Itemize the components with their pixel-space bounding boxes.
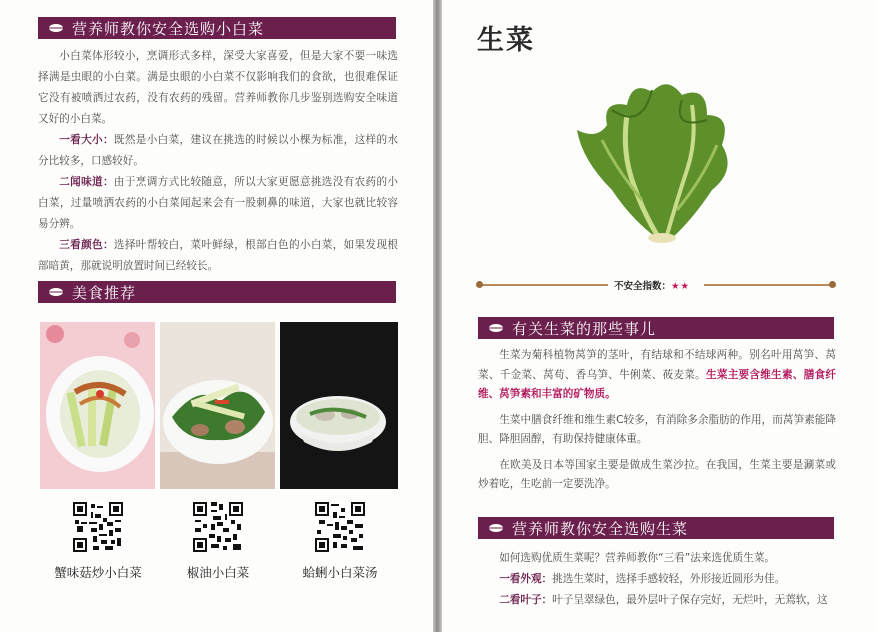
section-title: 美食推荐 [72, 283, 137, 302]
tip-key: 一看外观： [499, 573, 553, 585]
section-title: 营养师教你安全选购小白菜 [72, 19, 265, 38]
section-banner-select-lettuce [478, 517, 834, 539]
section-banner-about-lettuce [478, 317, 834, 339]
tip-appearance [478, 569, 836, 590]
qr-code-icon[interactable] [315, 502, 365, 552]
lettuce-image [572, 70, 742, 245]
bokchoy-text [38, 46, 398, 277]
star-rating-icon: ★★ [671, 281, 691, 292]
divider-left [480, 284, 608, 286]
unsafe-index-label: 不安全指数： [614, 281, 672, 292]
dish-name-3: 蛤蜊小白菜汤 [302, 565, 378, 580]
qr-code-icon[interactable] [193, 502, 243, 552]
tip-text: 既然是小白菜，建议在挑选的时候以小棵为标准，这样的水分比较多，口感较好。 [38, 134, 398, 167]
divider-dot [476, 281, 483, 288]
tip-text: 由于烹调方式比较随意，所以大家更愿意挑选没有农药的小白菜，过量喷洒农药的小白菜闻起来会有一股刺鼻的味道，大家也就比较容易分辨。 [38, 176, 398, 230]
highlight-text: 生菜主要含维生素、膳食纤维、莴笋素和丰富的矿物质。 [478, 368, 836, 400]
tip-text: 选择叶帮较白，菜叶鲜绿，根部白色的小白菜，如果发现根部暗黄，那就说明放置时间已经较长。 [38, 239, 398, 272]
tip-text: 挑选生菜时，选择手感较轻，外形接近圆形为佳。 [552, 573, 786, 585]
section-title: 有关生菜的那些事儿 [512, 319, 657, 338]
paragraph-text: 生菜为菊科植物莴笋的茎叶，有结球和不结球两种。别名叶用莴笋、莴菜、千金菜、莴苟、香乌笋、牛俐菜、莜麦菜。 [478, 349, 836, 381]
dish-photo-2 [160, 322, 275, 489]
leaf-icon [488, 523, 504, 533]
dish-name-1: 蟹味菇炒小白菜 [54, 565, 142, 580]
leaf-icon [48, 23, 64, 33]
paragraph: 生菜中膳食纤维和维生素C较多，有消除多余脂肪的作用，而莴笋素能降胆、降胆固醇，有助保持健康体重。 [478, 413, 836, 445]
dish-photo-3 [280, 322, 398, 489]
divider-right [704, 284, 832, 286]
lettuce-select-text [478, 548, 836, 611]
paragraph: 在欧美及日本等国家主要是做成生菜沙拉。在我国，生菜主要是涮菜或炒着吃，生吃前一定要洗净。 [478, 458, 836, 490]
leaf-icon [488, 323, 504, 333]
page-title: 生菜 [477, 25, 535, 56]
unsafe-index [614, 278, 690, 292]
paragraph: 如何选购优质生菜呢？营养师教你“三看”法来选优质生菜。 [499, 552, 776, 564]
divider-dot [829, 281, 836, 288]
tip-key: 一看大小： [59, 134, 114, 146]
intro-paragraph: 小白菜体形较小，烹调形式多样，深受大家喜爱，但是大家不要一味选择满是虫眼的小白菜。满是虫眼的小白菜不仅影响我们的食欲，也很难保证它没有被喷洒过农药，没有农药的残留。营养师教你几步鉴别选购安全味道又好的小白菜。 [38, 50, 398, 125]
section-banner-recipes [38, 281, 396, 303]
tip-color [38, 235, 398, 277]
tip-leaves [478, 590, 836, 611]
tip-size [38, 130, 398, 172]
dish-photo-1 [40, 322, 155, 489]
paragraph [478, 346, 836, 405]
left-page [0, 0, 433, 632]
qr-code-icon[interactable] [73, 502, 123, 552]
section-title: 营养师教你安全选购生菜 [512, 519, 689, 538]
leaf-icon [48, 287, 64, 297]
tip-smell [38, 172, 398, 235]
tip-key: 三看颜色： [59, 239, 114, 251]
tip-key: 二闻味道： [59, 176, 114, 188]
section-banner-select-bokchoy [38, 17, 396, 39]
book-spine [433, 0, 442, 632]
tip-text: 叶子呈翠绿色，最外层叶子保存完好，无烂叶，无蔫软，这 [552, 594, 828, 606]
right-page [442, 0, 876, 632]
tip-key: 二看叶子： [499, 594, 553, 606]
dish-name-2: 椒油小白菜 [186, 565, 250, 580]
lettuce-about-text [478, 346, 836, 495]
